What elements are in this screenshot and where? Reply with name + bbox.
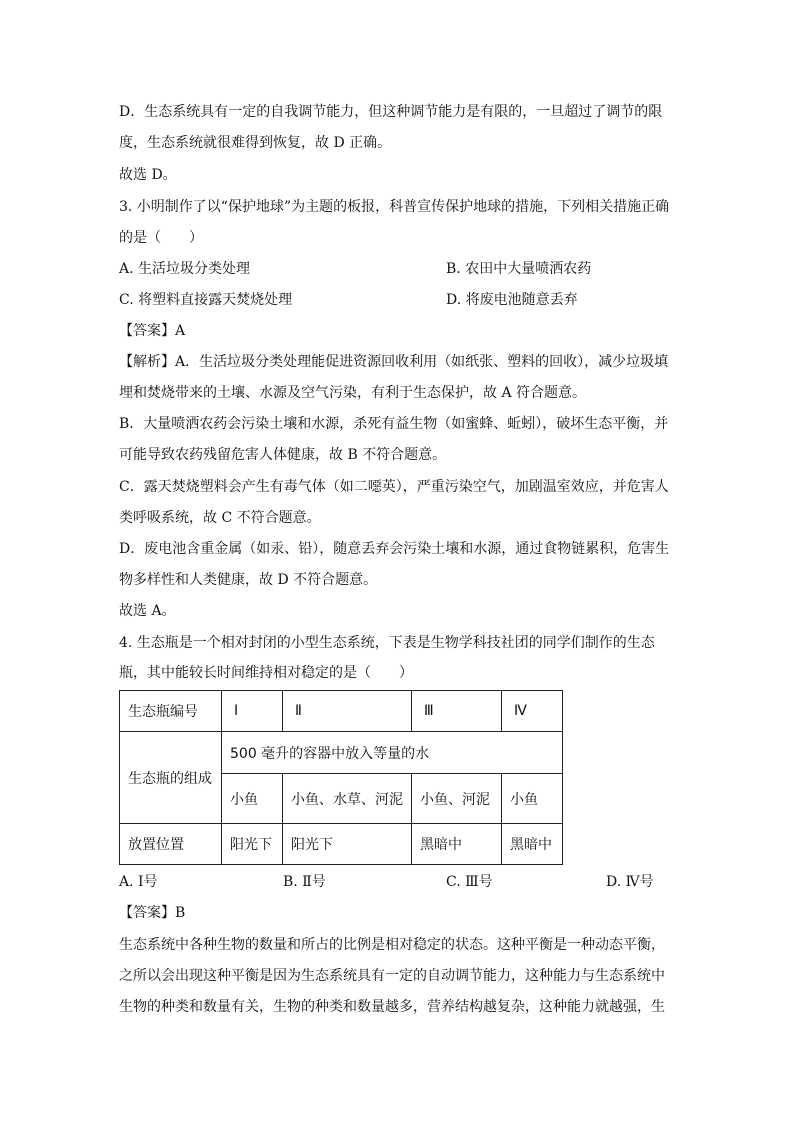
q3-analysis-line: 可能导致农药残留危害人体健康，故 B 不符合题意。 [119,447,447,463]
table-cell: 阳光下 [222,824,283,865]
q4-option-b: B. Ⅱ号 [283,874,326,890]
question-3-stem: 3. 小明制作了以“保护地球”为主题的板报，科普宣传保护地球的措施，下列相关措施正确 [119,199,670,215]
eco-bottle-table [119,690,563,865]
question-3-stem: 的是（ ） [119,230,203,246]
q3-option-d: D. 将废电池随意丢弃 [446,292,578,308]
table-cell: 阳光下 [283,824,412,865]
table-cell: Ⅰ [222,691,283,732]
question-4-stem: 瓶，其中能较长时间维持相对稳定的是（ ） [119,665,413,681]
text-line: 度，生态系统就很难得到恢复，故 D 正确。 [119,135,392,151]
q3-analysis-line: D．废电池含重金属（如汞、铅），随意丢弃会污染土壤和水源，通过食物链累积，危害生 [119,541,670,557]
table-cell: Ⅲ [412,691,502,732]
q4-answer: 【答案】B [119,905,186,921]
q3-analysis-line: C．露天焚烧塑料会产生有毒气体（如二噁英），严重污染空气，加剧温室效应，并危害人 [119,479,669,495]
table-cell: 小鱼 [502,774,563,824]
table-cell: Ⅱ [283,691,412,732]
table-cell: Ⅳ [502,691,563,732]
q4-option-a: A. Ⅰ号 [119,874,158,890]
table-row-label: 生态瓶的组成 [120,732,222,824]
q3-answer: 【答案】A [119,323,186,339]
table-row [120,732,563,774]
text-line: D．生态系统具有一定的自我调节能力，但这种调节能力是有限的，一旦超过了调节的限 [119,104,663,120]
table-row [120,691,563,732]
q3-analysis-line: 【解析】A．生活垃圾分类处理能促进资源回收利用（如纸张、塑料的回收），减少垃圾填 [119,354,669,370]
table-cell: 500 毫升的容器中放入等量的水 [222,732,563,774]
table-cell: 小鱼 [222,774,283,824]
q4-analysis-line: 生物的种类和数量有关，生物的种类和数量越多，营养结构越复杂，这种能力就越强，生 [119,999,665,1015]
table-cell: 黑暗中 [502,824,563,865]
q3-analysis-line: 故选 A。 [119,603,176,619]
q3-option-a: A. 生活垃圾分类处理 [119,261,251,277]
q4-analysis-line: 之所以会出现这种平衡是因为生态系统具有一定的自动调节能力，这种能力与生态系统中 [119,968,665,984]
table-cell: 小鱼、水草、河泥 [283,774,412,824]
question-4-stem: 4. 生态瓶是一个相对封闭的小型生态系统，下表是生物学科技社团的同学们制作的生态 [119,635,655,651]
q4-analysis-line: 生态系统中各种生物的数量和所占的比例是相对稳定的状态。这种平衡是一种动态平衡， [119,937,665,953]
table-row-label: 放置位置 [120,824,222,865]
q3-analysis-line: 类呼吸系统，故 C 不符合题意。 [119,510,321,526]
table-cell: 小鱼、河泥 [412,774,502,824]
q3-analysis-line: 埋和焚烧带来的土壤、水源及空气污染，有利于生态保护，故 A 符合题意。 [119,385,587,401]
q3-option-b: B. 农田中大量喷洒农药 [446,261,592,277]
table-row-label: 生态瓶编号 [120,691,222,732]
q4-option-c: C. Ⅲ号 [446,874,493,890]
q3-analysis-line: 物多样性和人类健康，故 D 不符合题意。 [119,572,378,588]
table-cell: 黑暗中 [412,824,502,865]
table-row [120,824,563,865]
q3-option-c: C. 将塑料直接露天焚烧处理 [119,292,293,308]
q4-option-d: D. Ⅳ号 [606,874,654,890]
text-line: 故选 D。 [119,167,177,183]
q3-analysis-line: B．大量喷洒农药会污染土壤和水源，杀死有益生物（如蜜蜂、蚯蚓），破坏生态平衡，并 [119,416,669,432]
